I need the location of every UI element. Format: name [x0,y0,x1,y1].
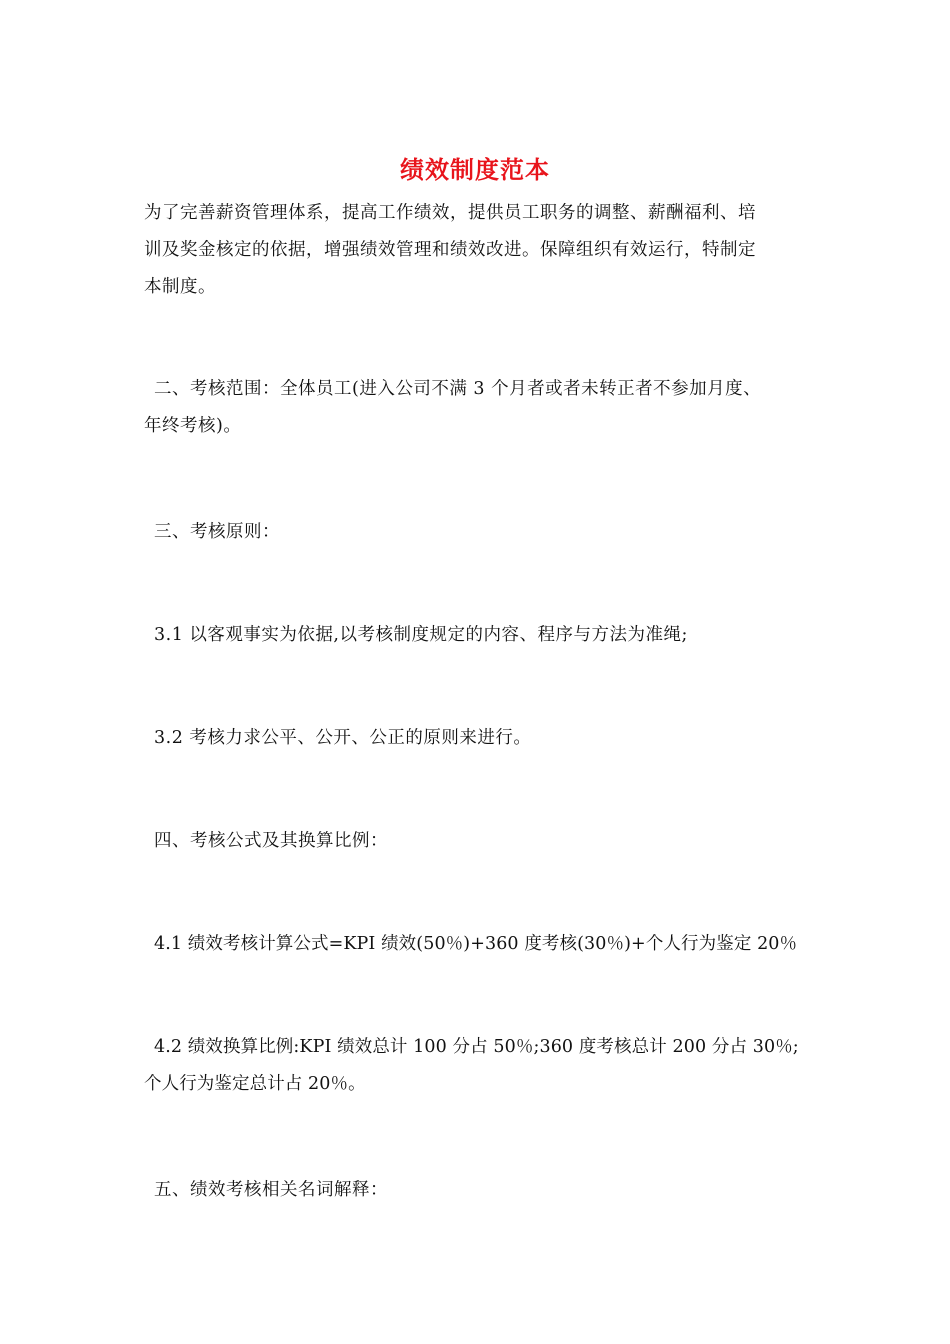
formula-4-2-line-2: 个人行为鉴定总计占 20％。 [144,1074,366,1094]
intro-paragraph [144,195,809,306]
formula-4-2-paragraph [144,1029,809,1103]
principles-heading: 三、考核原则： [154,522,280,542]
scope-paragraph [144,371,809,445]
formula-heading: 四、考核公式及其换算比例： [154,831,388,851]
intro-line-2: 训及奖金核定的依据，增强绩效管理和绩效改进。保障组织有效运行，特制定 [144,240,756,260]
scope-line-2: 年终考核)。 [144,416,242,436]
formula-4-2-line-1: 4.2 绩效换算比例:KPI 绩效总计 100 分占 50％;360 度考核总计 200 分占 30％; [154,1037,799,1057]
document-title: 绩效制度范本 [400,156,550,184]
intro-line-3: 本制度。 [144,277,216,297]
terms-heading: 五、绩效考核相关名词解释： [154,1180,388,1200]
principle-3-1: 3.1 以客观事实为依据,以考核制度规定的内容、程序与方法为准绳; [154,625,688,645]
formula-4-1: 4.1 绩效考核计算公式=KPI 绩效(50％)+360 度考核(30％)+个人行为鉴定 20％ [154,934,798,954]
principle-3-2: 3.2 考核力求公平、公开、公正的原则来进行。 [154,728,532,748]
scope-line-1: 二、考核范围：全体员工(进入公司不满 3 个月者或者未转正者不参加月度、 [154,379,762,399]
intro-line-1: 为了完善薪资管理体系，提高工作绩效，提供员工职务的调整、薪酬福利、培 [144,203,756,223]
